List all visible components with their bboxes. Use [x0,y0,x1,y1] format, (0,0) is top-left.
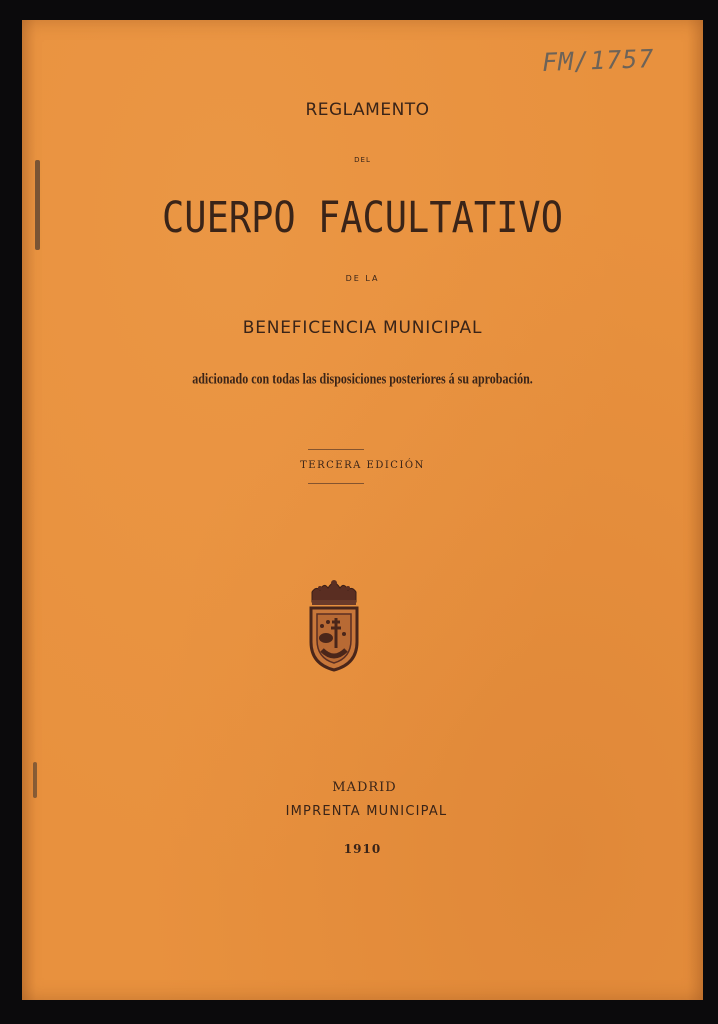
handwritten-shelfmark: FM/1757 [541,44,655,77]
connector-del: DEL [354,156,371,164]
divider [308,449,364,450]
edition-label: TERCERA EDICIÓN [300,460,425,471]
book-cover [22,20,703,1000]
heading: REGLAMENTO [305,100,430,120]
publication-year: 1910 [343,842,382,856]
subtitle: BENEFICENCIA MUNICIPAL [242,318,483,338]
main-title: CUERPO FACULTATIVO [162,192,563,243]
city: MADRID [332,780,397,795]
madrid-coat-of-arms-icon [306,578,362,672]
printer: IMPRENTA MUNICIPAL [285,804,448,819]
connector-de-la: DE LA [345,274,380,283]
description: adicionado con todas las disposiciones posteriores á su aprobación. [192,370,533,388]
divider [308,483,364,484]
